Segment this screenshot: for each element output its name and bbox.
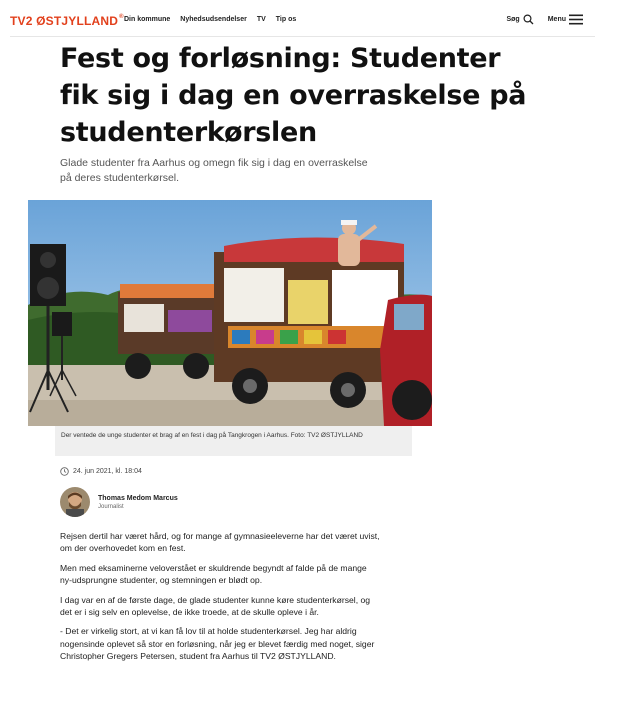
utility-nav (506, 14, 583, 25)
article-paragraph: Men med eksaminerne veloverstået er skuldrende begyndt af falde på de mange ny-udsprungne studenter, og stemningen er blødt op. (60, 562, 367, 586)
registered-mark: ® (119, 14, 124, 20)
nav-item-din-kommune[interactable]: Din kommune (124, 16, 171, 23)
author-byline[interactable] (60, 487, 178, 517)
search-icon (523, 14, 534, 25)
article-photo[interactable] (28, 200, 432, 426)
header-divider (10, 36, 595, 37)
logo-text: TV2 ØSTJYLLAND (10, 14, 119, 28)
search-label: Søg (506, 16, 520, 23)
photo-caption: Der ventede de unge studenter et brag af en fest i dag på Tangkrogen i Aarhus. Foto: TV2 ØSTJYLLAND (55, 426, 412, 456)
menu-label: Menu (547, 16, 566, 23)
publish-date-text: 24. jun 2021, kl. 18:04 (73, 468, 142, 475)
photo-illustration (28, 200, 432, 426)
article-headline: Fest og forløsning: Studenter fik sig i dag en overraskelse på studenterkørslen (60, 43, 527, 148)
site-header (0, 0, 617, 38)
search-button[interactable] (506, 14, 533, 25)
article-lead: Glade studenter fra Aarhus og omegn fik sig i dag en overraskelse på deres studenterkørsel. (60, 157, 368, 184)
avatar (60, 487, 90, 517)
nav-item-tv[interactable]: TV (256, 16, 266, 23)
author-role: Journalist (98, 503, 124, 510)
hamburger-menu-icon (569, 14, 583, 25)
author-name: Thomas Medom Marcus (98, 494, 178, 502)
article-body (60, 530, 380, 670)
clock-icon (60, 467, 69, 476)
menu-button[interactable] (548, 14, 583, 25)
article-paragraph: Rejsen dertil har været hård, og for mange af gymnasieeleverne har det været uvist, om der overhovedet kom en fest. (60, 531, 380, 554)
nav-item-nyhedsudsendelser[interactable]: Nyhedsudsendelser (180, 16, 247, 23)
main-nav (124, 16, 296, 23)
publish-date (60, 467, 142, 476)
site-logo[interactable] (10, 14, 124, 28)
article-paragraph: - Det er virkelig stort, at vi kan få lov til at holde studenterkørsel. Jeg har aldrig nogensinde oplevet så stor en forløsning, når jeg er blevet færdig med noget, siger Christopher Gregers Petersen, student fra Aarhus til TV2 ØSTJYLLAND. (60, 626, 375, 662)
article-paragraph: I dag var en af de første dage, de glade studenter kunne køre studenterkørsel, og det er i sig selv en oplevelse, de ikke troede, at de skulle opleve i år. (60, 594, 371, 618)
nav-item-tip-os[interactable]: Tip os (275, 16, 297, 23)
